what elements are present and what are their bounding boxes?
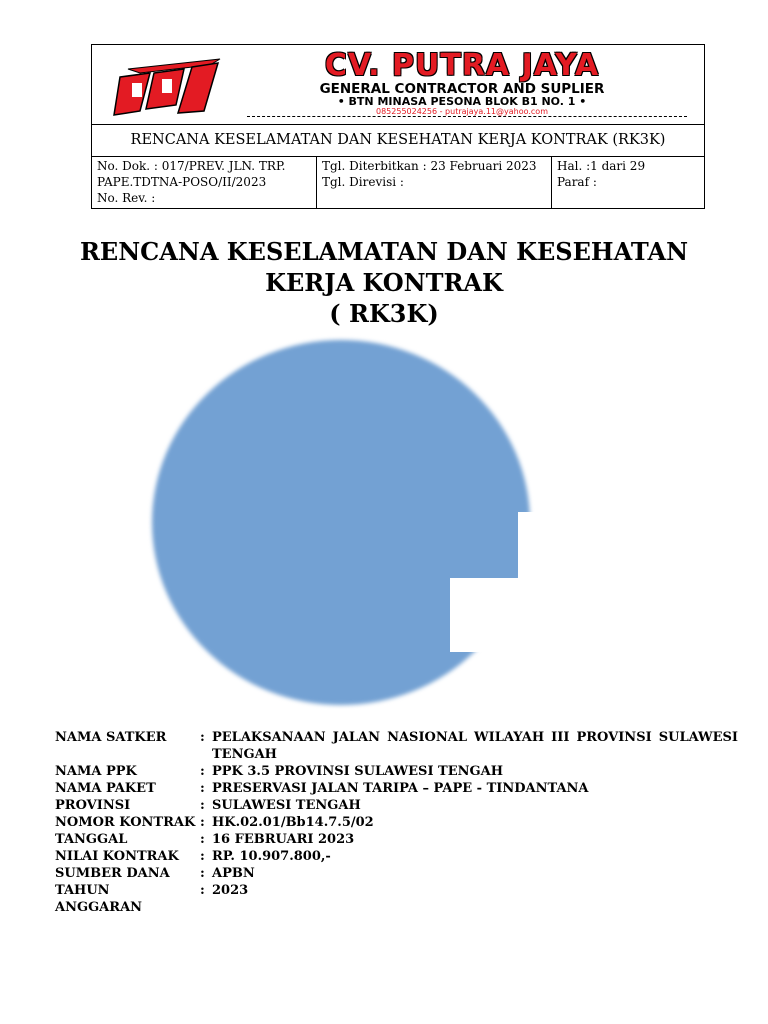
info-label: NAMA SATKER xyxy=(55,730,167,745)
company-name: CV. PUTRA JAYA xyxy=(324,48,600,83)
info-separator: : xyxy=(200,781,205,796)
info-row xyxy=(55,814,738,831)
doc-page-cell xyxy=(552,156,704,208)
revision-number: No. Rev. : xyxy=(97,191,156,205)
revised-date: Tgl. Direvisi : xyxy=(322,175,404,189)
info-label: PROVINSI xyxy=(55,798,131,813)
doc-title: RENCANA KESELAMATAN DAN KESEHATAN KERJA KONTRAK (RK3K) xyxy=(92,124,704,157)
info-label: TAHUN ANGGARAN xyxy=(55,883,143,915)
info-separator: : xyxy=(200,883,205,898)
info-separator: : xyxy=(200,730,205,745)
info-value: HK.02.01/Bb14.7.5/02 xyxy=(212,815,374,830)
info-value: 2023 xyxy=(212,883,249,898)
info-label: NAMA PPK xyxy=(55,764,137,779)
page-number: Hal. :1 dari 29 xyxy=(557,159,646,173)
info-separator: : xyxy=(200,798,205,813)
info-separator: : xyxy=(200,815,205,830)
company-contact: 085255024256 - putrajaya.11@yahoo.com xyxy=(376,107,548,116)
info-label: SUMBER DANA xyxy=(55,866,170,881)
info-separator: : xyxy=(200,764,205,779)
info-row xyxy=(55,848,738,865)
info-label: TANGGAL xyxy=(55,832,128,847)
paraf: Paraf : xyxy=(557,175,597,189)
company-tagline: GENERAL CONTRACTOR AND SUPLIER xyxy=(319,81,605,97)
info-row xyxy=(55,729,738,763)
info-row xyxy=(55,865,738,882)
info-value: 16 FEBRUARI 2023 xyxy=(212,832,355,847)
letterhead-divider xyxy=(247,116,687,117)
main-title xyxy=(60,236,708,329)
info-separator: : xyxy=(200,832,205,847)
doc-number-line1: No. Dok. : 017/PREV. JLN. TRP. xyxy=(97,159,286,173)
doc-number-line2: PAPE.TDTNA-POSO/II/2023 xyxy=(97,175,267,189)
info-row xyxy=(55,780,738,797)
company-letterhead xyxy=(92,45,704,125)
info-value: APBN xyxy=(212,866,255,881)
issued-date: Tgl. Diterbitkan : 23 Februari 2023 xyxy=(322,159,537,173)
info-label: NOMOR KONTRAK xyxy=(55,815,196,830)
main-title-line1: RENCANA KESELAMATAN DAN KESEHATAN xyxy=(79,237,688,266)
info-separator: : xyxy=(200,849,205,864)
doc-dates-cell xyxy=(317,156,552,208)
info-separator: : xyxy=(200,866,205,881)
project-info-table xyxy=(55,729,738,916)
company-address: • BTN MINASA PESONA BLOK B1 NO. 1 • xyxy=(337,95,587,108)
info-value: SULAWESI TENGAH xyxy=(212,798,361,813)
white-block xyxy=(518,512,598,582)
info-row xyxy=(55,763,738,780)
main-title-line3: ( RK3K) xyxy=(329,299,439,328)
info-value: PELAKSANAAN JALAN NASIONAL WILAYAH III PROVINSI SULAWESI TENGAH xyxy=(212,730,738,762)
doc-meta-row xyxy=(92,156,704,208)
info-label: NILAI KONTRAK xyxy=(55,849,179,864)
doc-number-cell xyxy=(92,156,317,208)
pj-logo-icon xyxy=(110,53,228,117)
info-value: PRESERVASI JALAN TARIPA – PAPE - TINDANTANA xyxy=(212,781,589,796)
info-row xyxy=(55,882,738,916)
info-row xyxy=(55,831,738,848)
info-value: PPK 3.5 PROVINSI SULAWESI TENGAH xyxy=(212,764,503,779)
info-row xyxy=(55,797,738,814)
document-header xyxy=(91,44,705,209)
main-title-line2: KERJA KONTRAK xyxy=(265,268,503,297)
info-label: NAMA PAKET xyxy=(55,781,156,796)
white-block xyxy=(450,578,600,652)
info-value: RP. 10.907.800,- xyxy=(212,849,331,864)
